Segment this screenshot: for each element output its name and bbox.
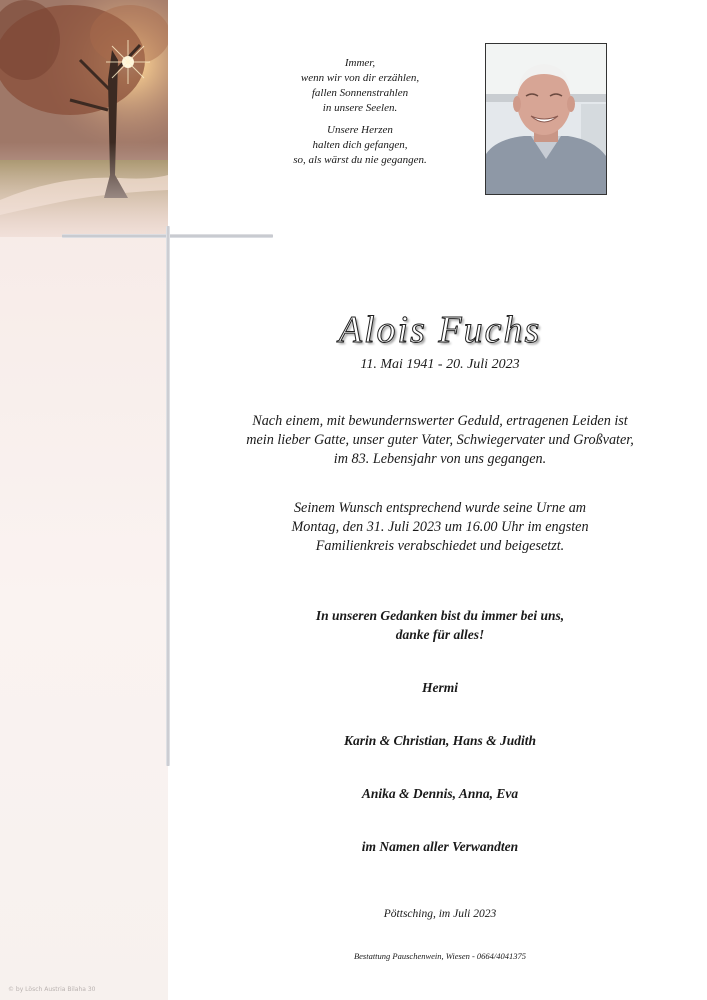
farewell-line-2: danke für alles! [395, 627, 485, 642]
mourner-grandchildren: Anika & Dennis, Anna, Eva [361, 786, 519, 801]
memorial-poem [250, 56, 470, 175]
copyright-note: © by Lösch Austria Bilaha 30 [8, 986, 96, 993]
poem-line: Immer, [344, 57, 376, 69]
poem-line: wenn wir von dir erzählen, [300, 72, 420, 84]
place-and-date: Pöttsching, im Juli 2023 [383, 908, 497, 920]
funeral-notice [180, 499, 700, 556]
announcement-line: mein lieber Gatte, unser guter Vater, Schwiegervater und Großvater, [246, 432, 634, 448]
funeral-line: Seinem Wunsch entsprechend wurde seine Urne am [293, 500, 587, 516]
funeral-line: Montag, den 31. Juli 2023 um 16.00 Uhr im engsten [291, 519, 589, 535]
death-announcement [180, 412, 700, 469]
undertaker-info: Bestattung Pauschenwein, Wiesen - 0664/4041375 [353, 951, 527, 961]
farewell-line-1: In unseren Gedanken bist du immer bei uns, [315, 608, 565, 623]
life-dates: 11. Mai 1941 - 20. Juli 2023 [360, 357, 520, 372]
announcement-line: im 83. Lebensjahr von uns gegangen. [333, 451, 547, 467]
poem-stanza-1 [250, 56, 470, 116]
funeral-line: Familienkreis verabschiedet und beigesetzt. [315, 538, 565, 554]
poem-line: Unsere Herzen [327, 124, 393, 136]
poem-line: halten dich gefangen, [312, 139, 408, 151]
poem-line: fallen Sonnenstrahlen [311, 87, 409, 99]
deceased-name: Alois Fuchs [338, 309, 542, 351]
mourner-spouse: Hermi [422, 680, 458, 695]
poem-line: in unsere Seelen. [322, 102, 398, 114]
deceased-portrait-photo [485, 43, 607, 195]
mourner-relatives: im Namen aller Verwandten [361, 839, 519, 854]
cross-vertical-bar [166, 226, 170, 766]
mourner-children: Karin & Christian, Hans & Judith [343, 733, 537, 748]
poem-stanza-2 [250, 123, 470, 168]
autumn-tree-image [0, 0, 168, 237]
announcement-line: Nach einem, mit bewundernswerter Geduld, ertragenen Leiden ist [252, 413, 628, 429]
poem-line: so, als wärst du nie gegangen. [293, 154, 427, 166]
